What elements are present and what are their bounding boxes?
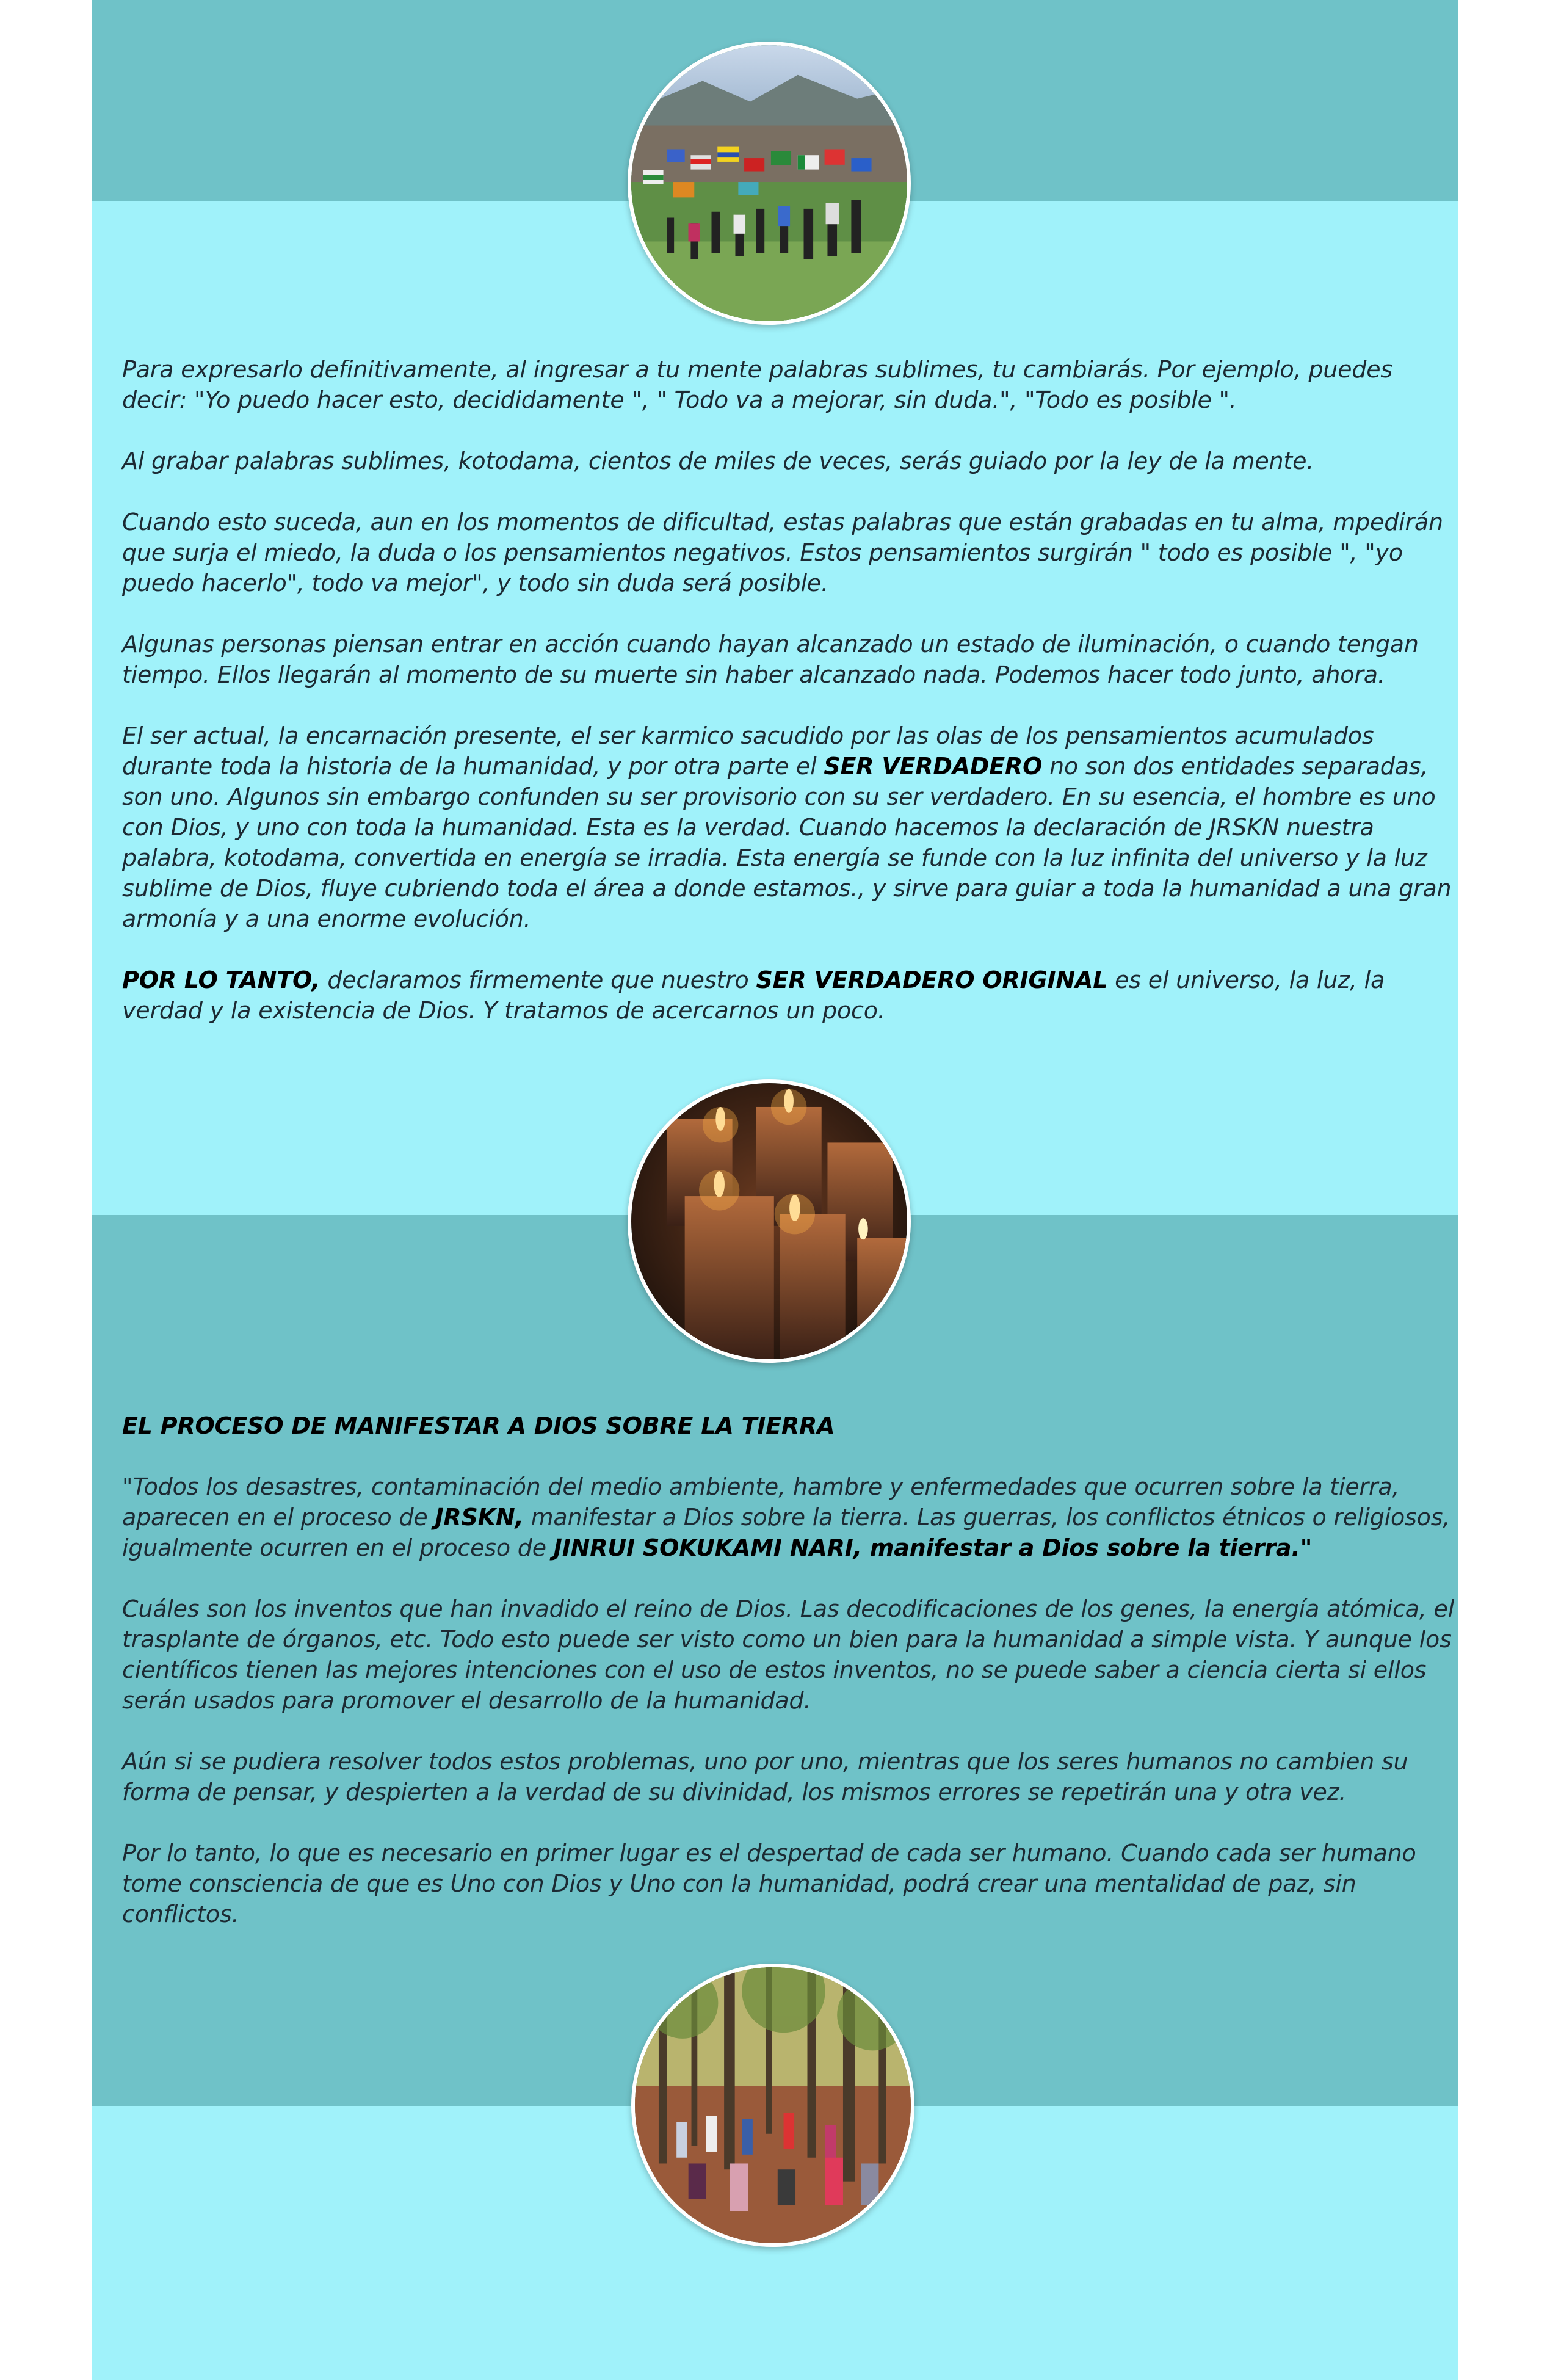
section-one-text: [122, 354, 1458, 1056]
paragraph: Cuáles son los inventos que han invadido el reino de Dios. Las decodificaciones de los genes, la energía atómica, el trasplante de órganos, etc. Todo esto puede ser visto como un bien para la humanidad a simple vista. Y aunque los científicos tienen las mejores intenciones con el uso de estos inventos, no se puede saber a ciencia cierta si ellos serán usados para promover el desarrollo de la humanidad.: [122, 1595, 1455, 1714]
paragraph: [122, 1471, 1458, 1563]
emphasis-ser-verdadero: SER VERDADERO: [824, 753, 1043, 780]
text-run: declaramos firmemente que nuestro: [320, 967, 756, 993]
paragraph: Por lo tanto, lo que es necesario en primer lugar es el despertad de cada ser humano. Cuando cada ser humano tome consciencia de que es Uno con Dios y Uno con la humanidad, podrá crear una mentalidad de paz, sin conflictos.: [122, 1840, 1416, 1928]
paragraph: Algunas personas piensan entrar en acción cuando hayan alcanzado un estado de iluminación, o cuando tengan tiempo. Ellos llegarán al momento de su muerte sin haber alcanzado nada. Podemos hacer todo junto, ahora.: [122, 631, 1419, 688]
paragraph: [122, 720, 1458, 934]
flags-ceremony-photo: [628, 42, 911, 325]
forest-gathering-photo: [631, 1964, 914, 2247]
text-run: manifestar a Dios sobre la tierra. Las guerras, los conflictos étnicos o religiosos, igualmente ocurren en el proceso de: [122, 1504, 1450, 1561]
text-run: no son dos entidades separadas, son uno. Algunos sin embargo confunden su ser provisorio con su ser verdadero. En su esencia, el hombre es uno con Dios, y uno con toda la humanidad. Esta es la verdad. Cuando hacemos la declaración de JRSKN nuestra palabra, kotodama, convertida en energía se irradia. Esta energía se funde con la luz infinita del universo y la luz sublime de Dios, fluye cubriendo toda el área a donde estamos., y sirve para guiar a toda la humanidad a una gran armonía y a una enorme evolución.: [122, 753, 1452, 932]
emphasis-por-lo-tanto: POR LO TANTO,: [122, 967, 321, 993]
paragraph: Para expresarlo definitivamente, al ingresar a tu mente palabras sublimes, tu cambiarás. Por ejemplo, puedes decir: "Yo puedo hacer esto, decididamente ", " Todo va a mejorar, sin duda.", "Todo es posible ".: [122, 356, 1393, 413]
paragraph: Al grabar palabras sublimes, kotodama, cientos de miles de veces, serás guiado por la ley de la mente.: [122, 448, 1314, 474]
paragraph: Cuando esto suceda, aun en los momentos de dificultad, estas palabras que están grabadas en tu alma, mpedirán que surja el miedo, la duda o los pensamientos negativos. Estos pensamientos surgirán " todo es posible ", "yo puedo hacerlo", todo va mejor", y todo sin duda será posible.: [122, 509, 1443, 597]
emphasis-jinrui-sokukami-nari: JINRUI SOKUKAMI NARI, manifestar a Dios sobre la tierra.": [553, 1534, 1313, 1561]
text-run: El ser actual, la encarnación presente, el ser karmico sacudido por las olas de los pensamientos acumulados durante toda la historia de la humanidad, y por otra parte el: [122, 722, 1374, 780]
text-run: "Todos los desastres, contaminación del medio ambiente, hambre y enfermedades que ocurren sobre la tierra, aparecen en el proceso de: [122, 1473, 1400, 1531]
candles-photo: [628, 1079, 911, 1363]
paragraph: [122, 965, 1458, 1026]
page: [92, 0, 1458, 2380]
emphasis-jrskn: JRSKN,: [435, 1504, 524, 1531]
paragraph: Aún si se pudiera resolver todos estos problemas, uno por uno, mientras que los seres humanos no cambien su forma de pensar, y despierten a la verdad de su divinidad, los mismos errores se repetirán una y otra vez.: [122, 1748, 1408, 1805]
section-heading: EL PROCESO DE MANIFESTAR A DIOS SOBRE LA TIERRA: [122, 1412, 835, 1439]
emphasis-ser-verdadero-original: SER VERDADERO ORIGINAL: [756, 967, 1108, 993]
section-two-text: [122, 1410, 1458, 1960]
text-run: es el universo, la luz, la verdad y la existencia de Dios. Y tratamos de acercarnos un poco.: [122, 967, 1385, 1024]
